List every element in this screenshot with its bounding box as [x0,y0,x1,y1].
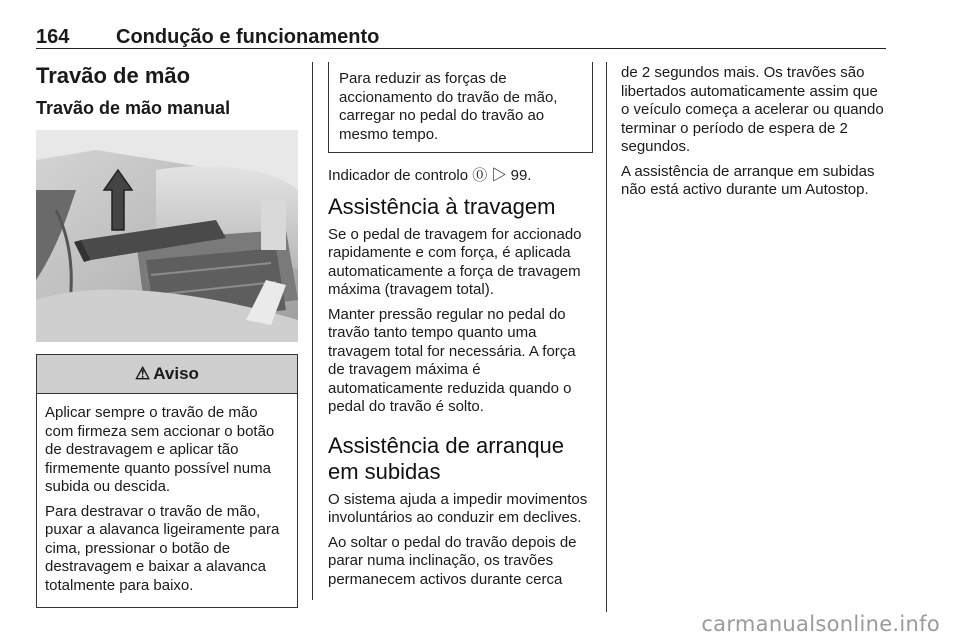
indicator-line [328,167,593,186]
column-divider-2 [606,62,607,612]
hill-start-paragraph-2: Ao soltar o pedal do travão depois de parar numa inclinação, os travões permanecem activos durante cerca [328,533,577,588]
brake-assist-paragraph-1: Se o pedal de travagem for accionado rapidamente e com força, é aplicada automaticamente a força de travagem máxima (travagem total). [328,225,582,298]
running-title: Condução e funcionamento [116,26,380,48]
warning-paragraph-2: Para destravar o travão de mão, puxar a alavanca ligeiramente para cima, pressionar o botão de destravagem e baixar a alavanca totalmente para baixo. [45,502,280,594]
indicator-reference: ▷ 99. [491,167,532,184]
brake-indicator-icon: ⓪ [472,167,488,184]
subsection-title: Travão de mão manual [36,98,231,118]
handbrake-lever-photo [36,130,298,342]
handbrake-photo-illustration [36,130,298,342]
indicator-text: Indicador de controlo [328,167,469,184]
col3-paragraph-1: de 2 segundos mais. Os travões são libertados automaticamente assim que o veículo começa a acelerar ou quando terminar o período de espera de 2 segundos. [621,64,884,155]
column-1 [36,62,298,608]
hill-start-paragraph-1: O sistema ajuda a impedir movimentos involuntários ao conduzir em declives. [328,490,588,526]
warning-title: Aviso [153,364,199,383]
column-3 [621,64,889,206]
column-divider-1 [312,62,313,600]
warning-paragraph-1: Aplicar sempre o travão de mão com firmeza sem accionar o botão de destravagem e aplicar tão firmemente quanto possível numa subida ou descida. [45,404,275,495]
hill-start-title: Assistência de arranque em subidas [328,432,565,484]
warning-header [37,355,297,394]
column-2 [328,64,593,595]
page-number: 164 [36,26,70,48]
warning-box [36,354,298,608]
footer-watermark: carmanualsonline.info [701,612,940,636]
col3-paragraph-2: A assistência de arranque em subidas não está activo durante um Autostop. [621,162,875,198]
warning-body [37,394,297,607]
section-title: Travão de mão [36,63,191,88]
header-rule [36,48,886,49]
note-text: Para reduzir as forças de accionamento do travão de mão, carregar no pedal do travão ao mesmo tempo. [339,70,558,143]
note-box [328,62,593,153]
brake-assist-title: Assistência à travagem [328,193,556,219]
brake-assist-paragraph-2: Manter pressão regular no pedal do travão tanto tempo quanto uma travagem total for necessária. A força de travagem máxima é automaticamente reduzida quando o pedal do travão é solto. [328,305,576,415]
warning-triangle-icon: ⚠ [135,364,151,383]
